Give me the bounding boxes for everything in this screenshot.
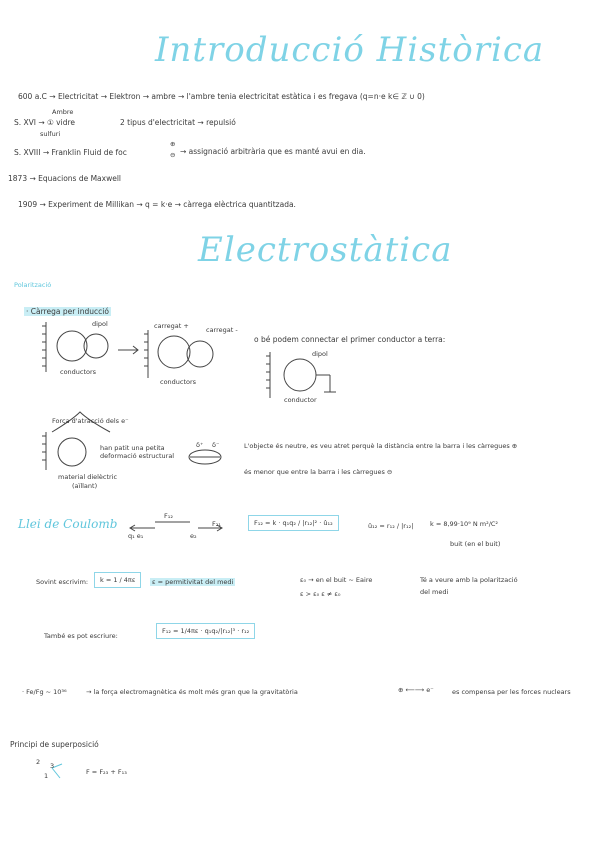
coulomb-k-form: k = 1 / 4πε — [94, 572, 141, 588]
coulomb-q2: e₂ — [190, 532, 197, 540]
history-plus: ⊕ — [170, 140, 176, 148]
history-ambre: Ambre — [52, 108, 74, 116]
induction-conductors: conductors — [60, 368, 97, 376]
dielectric-material-1: material dielèctric — [58, 473, 118, 481]
gravity-text-2: es compensa per les forces nuclears — [452, 688, 571, 696]
coulomb-epsilon — [150, 578, 235, 586]
bar-1 — [42, 322, 138, 372]
history-millikan: 1909 → Experiment de Millikan → q = k·e → càrrega elèctrica quantitzada. — [18, 200, 296, 209]
superposition-formula: F = F₂₃ + F₁₃ — [86, 768, 127, 776]
gravity-atom: ⊕ ⟵⟶ e⁻ — [398, 686, 434, 694]
dielectric-note-2: és menor que entre la barra i les càrregues ⊖ — [244, 468, 393, 476]
coulomb-formula-2: F₁₂ = 1/4πε · q₁q₂/|r₁₂|³ · r₁₂ — [156, 623, 255, 639]
history-arbitrary: → assignació arbitrària que es manté avui en dia. — [180, 147, 366, 156]
history-maxwell: 1873 → Equacions de Maxwell — [8, 174, 122, 183]
coulomb-e0: ε₀ → en el buit ~ Eaire — [300, 576, 373, 584]
superposition-n2: 2 — [36, 758, 41, 766]
superposition-title: Principi de superposició — [10, 740, 99, 749]
superposition-n1: 1 — [44, 772, 49, 780]
dielectric-note-1: L'objecte és neutre, es veu atret perquè la distància entre la barra i les càrregues ⊕ — [244, 442, 518, 450]
induction-conductors-2: conductors — [160, 378, 197, 386]
coulomb-k-value: k = 8,99·10⁹ N m²/C² — [430, 520, 499, 528]
superposition-n3: 3 — [50, 762, 55, 770]
gravity-text: → la força electromagnètica és molt més gran que la gravitatòria — [86, 688, 298, 696]
gravity-ratio: · Fe/Fg ~ 10³⁶ — [22, 688, 67, 696]
bar-3 — [266, 352, 336, 398]
coulomb-also: També es pot escriure: — [44, 632, 118, 640]
coulomb-k-note: buit (en el buit) — [450, 540, 501, 548]
bar-2 — [144, 330, 213, 378]
coulomb-epsilon-text: ε = permitivitat del medi — [152, 578, 234, 586]
dielectric-force-label: Força d'atracció dels e⁻ — [52, 417, 129, 425]
dielectric-delta-plus: δ⁺ — [196, 441, 204, 449]
coulomb-heading: Llei de Coulomb — [18, 517, 118, 531]
induction-dipol-2: dipol — [312, 350, 328, 358]
dielectric-side-2: deformació estructural — [100, 452, 175, 460]
history-minus: ⊖ — [170, 151, 176, 159]
history-sulfuri: sulfuri — [40, 130, 61, 138]
history-two-types: 2 tipus d'electricitat → repulsió — [120, 118, 236, 127]
history-line-xviii: S. XVIII → Franklin Fluid de foc — [14, 148, 127, 157]
coulomb-diagram — [130, 522, 222, 531]
induction-label-text: · Càrrega per inducció — [26, 307, 109, 316]
coulomb-often: Sovint escrivim: — [36, 578, 89, 586]
coulomb-f21: F₂₁ — [212, 520, 221, 528]
title-introduccio-historica: Introducció Històrica — [155, 30, 545, 70]
coulomb-e-note-2: del medi — [420, 588, 449, 596]
dielectric-delta-minus: δ⁻ — [212, 441, 220, 449]
title-electrostatica: Electrostàtica — [198, 230, 453, 270]
coulomb-formula-box: F₁₂ = k · q₁q₂ / |r₁₂|² · û₁₂ — [248, 515, 339, 531]
induction-earth-text: o bé podem connectar el primer conductor a terra: — [254, 335, 446, 344]
coulomb-q1: q₁ e₁ — [128, 532, 144, 540]
induction-carregat-plus: carregat + — [154, 322, 189, 330]
induction-conductor-3: conductor — [284, 396, 317, 404]
induction-dipol: dipol — [92, 320, 108, 328]
dielectric-material-2: (aïllant) — [72, 482, 98, 490]
coulomb-unit-vector: û₁₂ = r₁₂ / |r₁₂| — [368, 522, 414, 530]
induction-carregat-minus: carregat - — [206, 326, 238, 334]
coulomb-f12: F₁₂ — [164, 512, 173, 520]
section-polaritzacio: Polarització — [14, 281, 52, 289]
history-line-600ac: 600 a.C → Electricitat → Elektron → ambre → l'ambre tenia electricitat estàtica i es fregava (q=n·e k∈ ℤ ∪ 0) — [18, 92, 425, 101]
coulomb-e-gt: ε > ε₀ ε ≠ ε₀ — [300, 590, 341, 598]
dielectric-side-1: han patit una petita — [100, 444, 165, 452]
history-line-xvi: S. XVI → ① vidre — [14, 118, 75, 127]
coulomb-e-note-1: Té a veure amb la polarització — [420, 576, 518, 584]
